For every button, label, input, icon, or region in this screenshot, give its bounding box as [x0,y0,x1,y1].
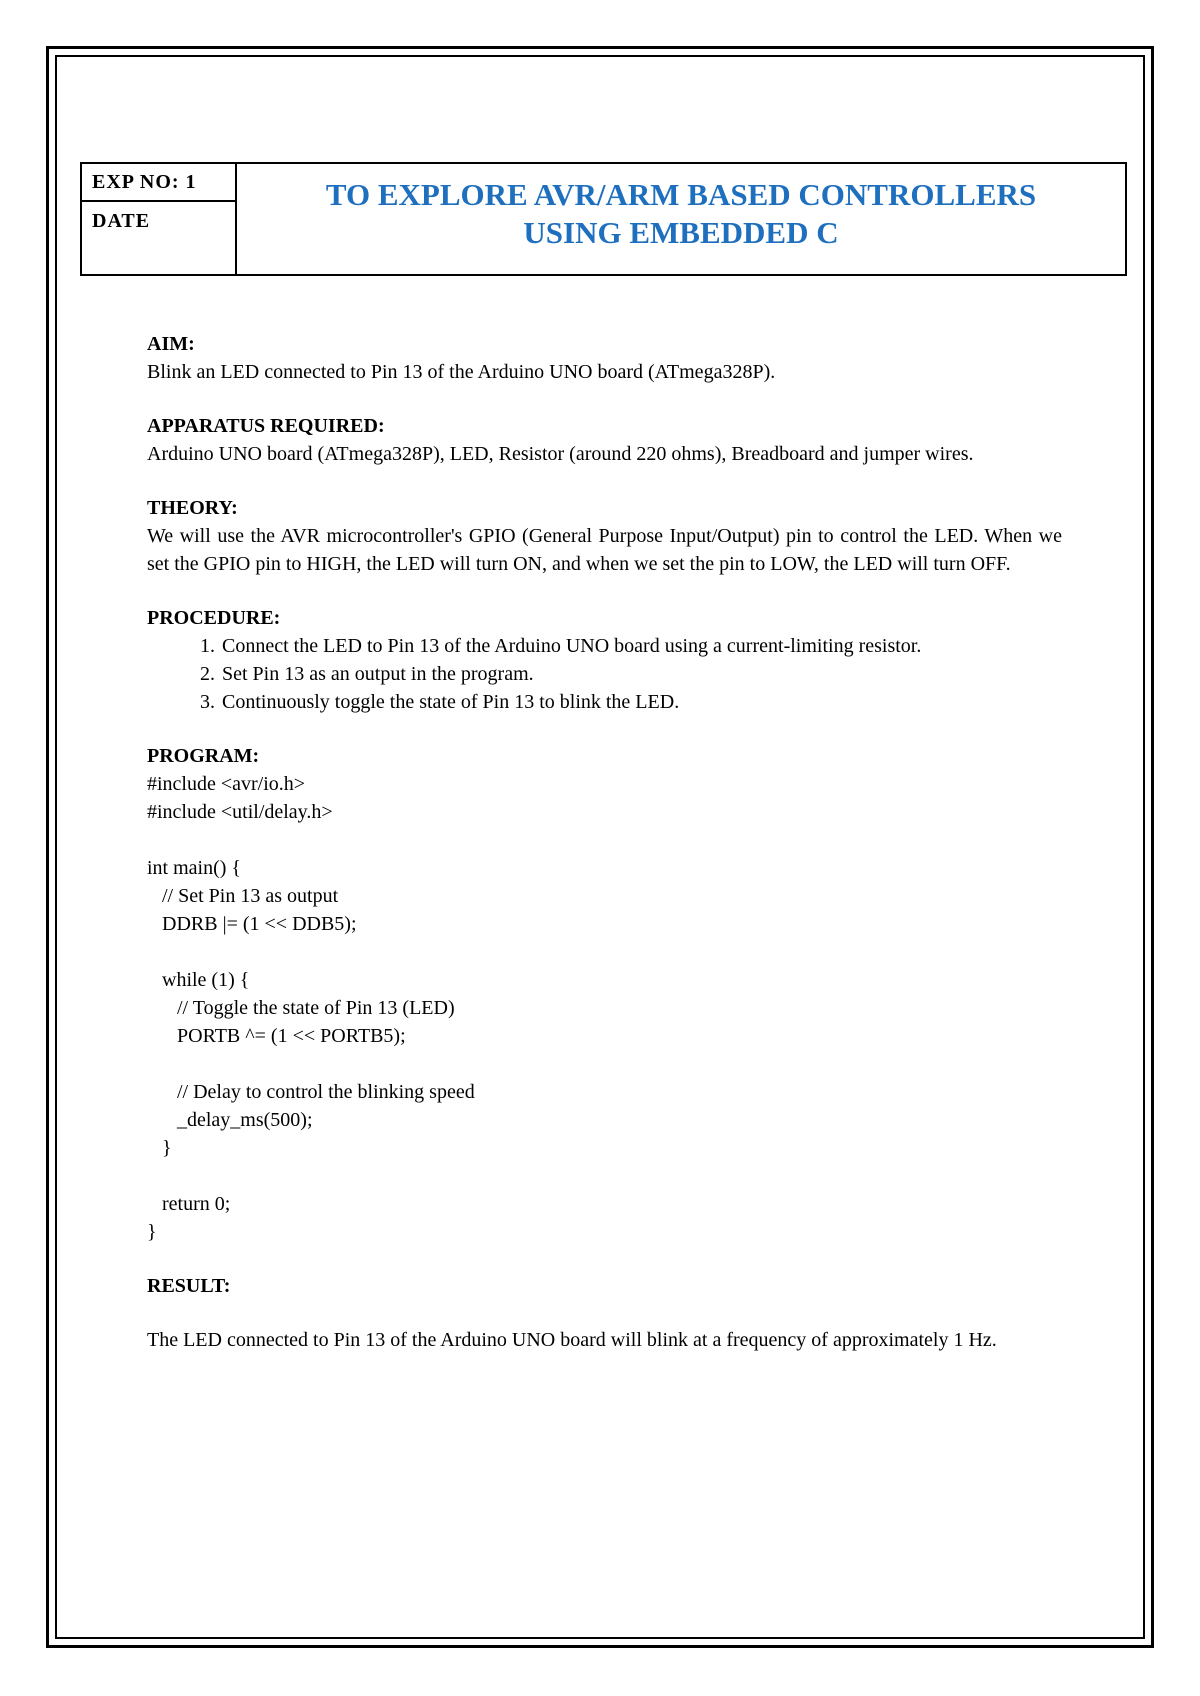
apparatus-heading: APPARATUS REQUIRED: [147,415,385,437]
procedure-step: 1. Connect the LED to Pin 13 of the Arduino UNO board using a current-limiting resistor. [220,632,1062,660]
theory-text: We will use the AVR microcontroller's GPIO (General Purpose Input/Output) pin to control the LED. When we set the GPIO pin to HIGH, the LED will turn ON, and when we set the pin to LOW, the LED will turn OFF. [147,525,1062,575]
aim-section [147,330,1062,386]
procedure-list [147,632,1062,716]
program-heading: PROGRAM: [147,745,260,767]
title-line-2: USING EMBEDDED C [523,215,839,250]
aim-heading: AIM: [147,333,195,355]
result-section [147,1272,1062,1354]
program-code: #include <avr/io.h> #include <util/delay.h> int main() { // Set Pin 13 as output DDRB |= (1 << DDB5); while (1) { // Toggle the state of Pin 13 (LED) PORTB ^= (1 << PORTB5); // Delay to control the blinking speed _delay_ms(500); } return 0; } [147,773,475,1243]
procedure-heading: PROCEDURE: [147,607,281,629]
date-label: DATE [92,209,151,232]
result-heading: RESULT: [147,1275,231,1297]
procedure-step: 3. Continuously toggle the state of Pin 13 to blink the LED. [220,688,1062,716]
exp-no-label: EXP NO: 1 [82,164,235,202]
theory-heading: THEORY: [147,497,238,519]
header-meta [82,164,237,274]
title-line-1: TO EXPLORE AVR/ARM BASED CONTROLLERS [325,177,1037,212]
experiment-header [80,162,1127,276]
aim-text: Blink an LED connected to Pin 13 of the Arduino UNO board (ATmega328P). [147,361,776,383]
procedure-step: 2. Set Pin 13 as an output in the program. [220,660,1062,688]
result-spacer [147,1300,1062,1326]
document-body [147,330,1062,1354]
theory-section [147,494,1062,578]
experiment-title [237,164,1125,274]
program-section [147,742,1062,1246]
apparatus-text: Arduino UNO board (ATmega328P), LED, Resistor (around 220 ohms), Breadboard and jumper wires. [147,443,974,465]
apparatus-section [147,412,1062,468]
result-text: The LED connected to Pin 13 of the Arduino UNO board will blink at a frequency of approximately 1 Hz. [147,1329,997,1351]
procedure-section [147,604,1062,716]
